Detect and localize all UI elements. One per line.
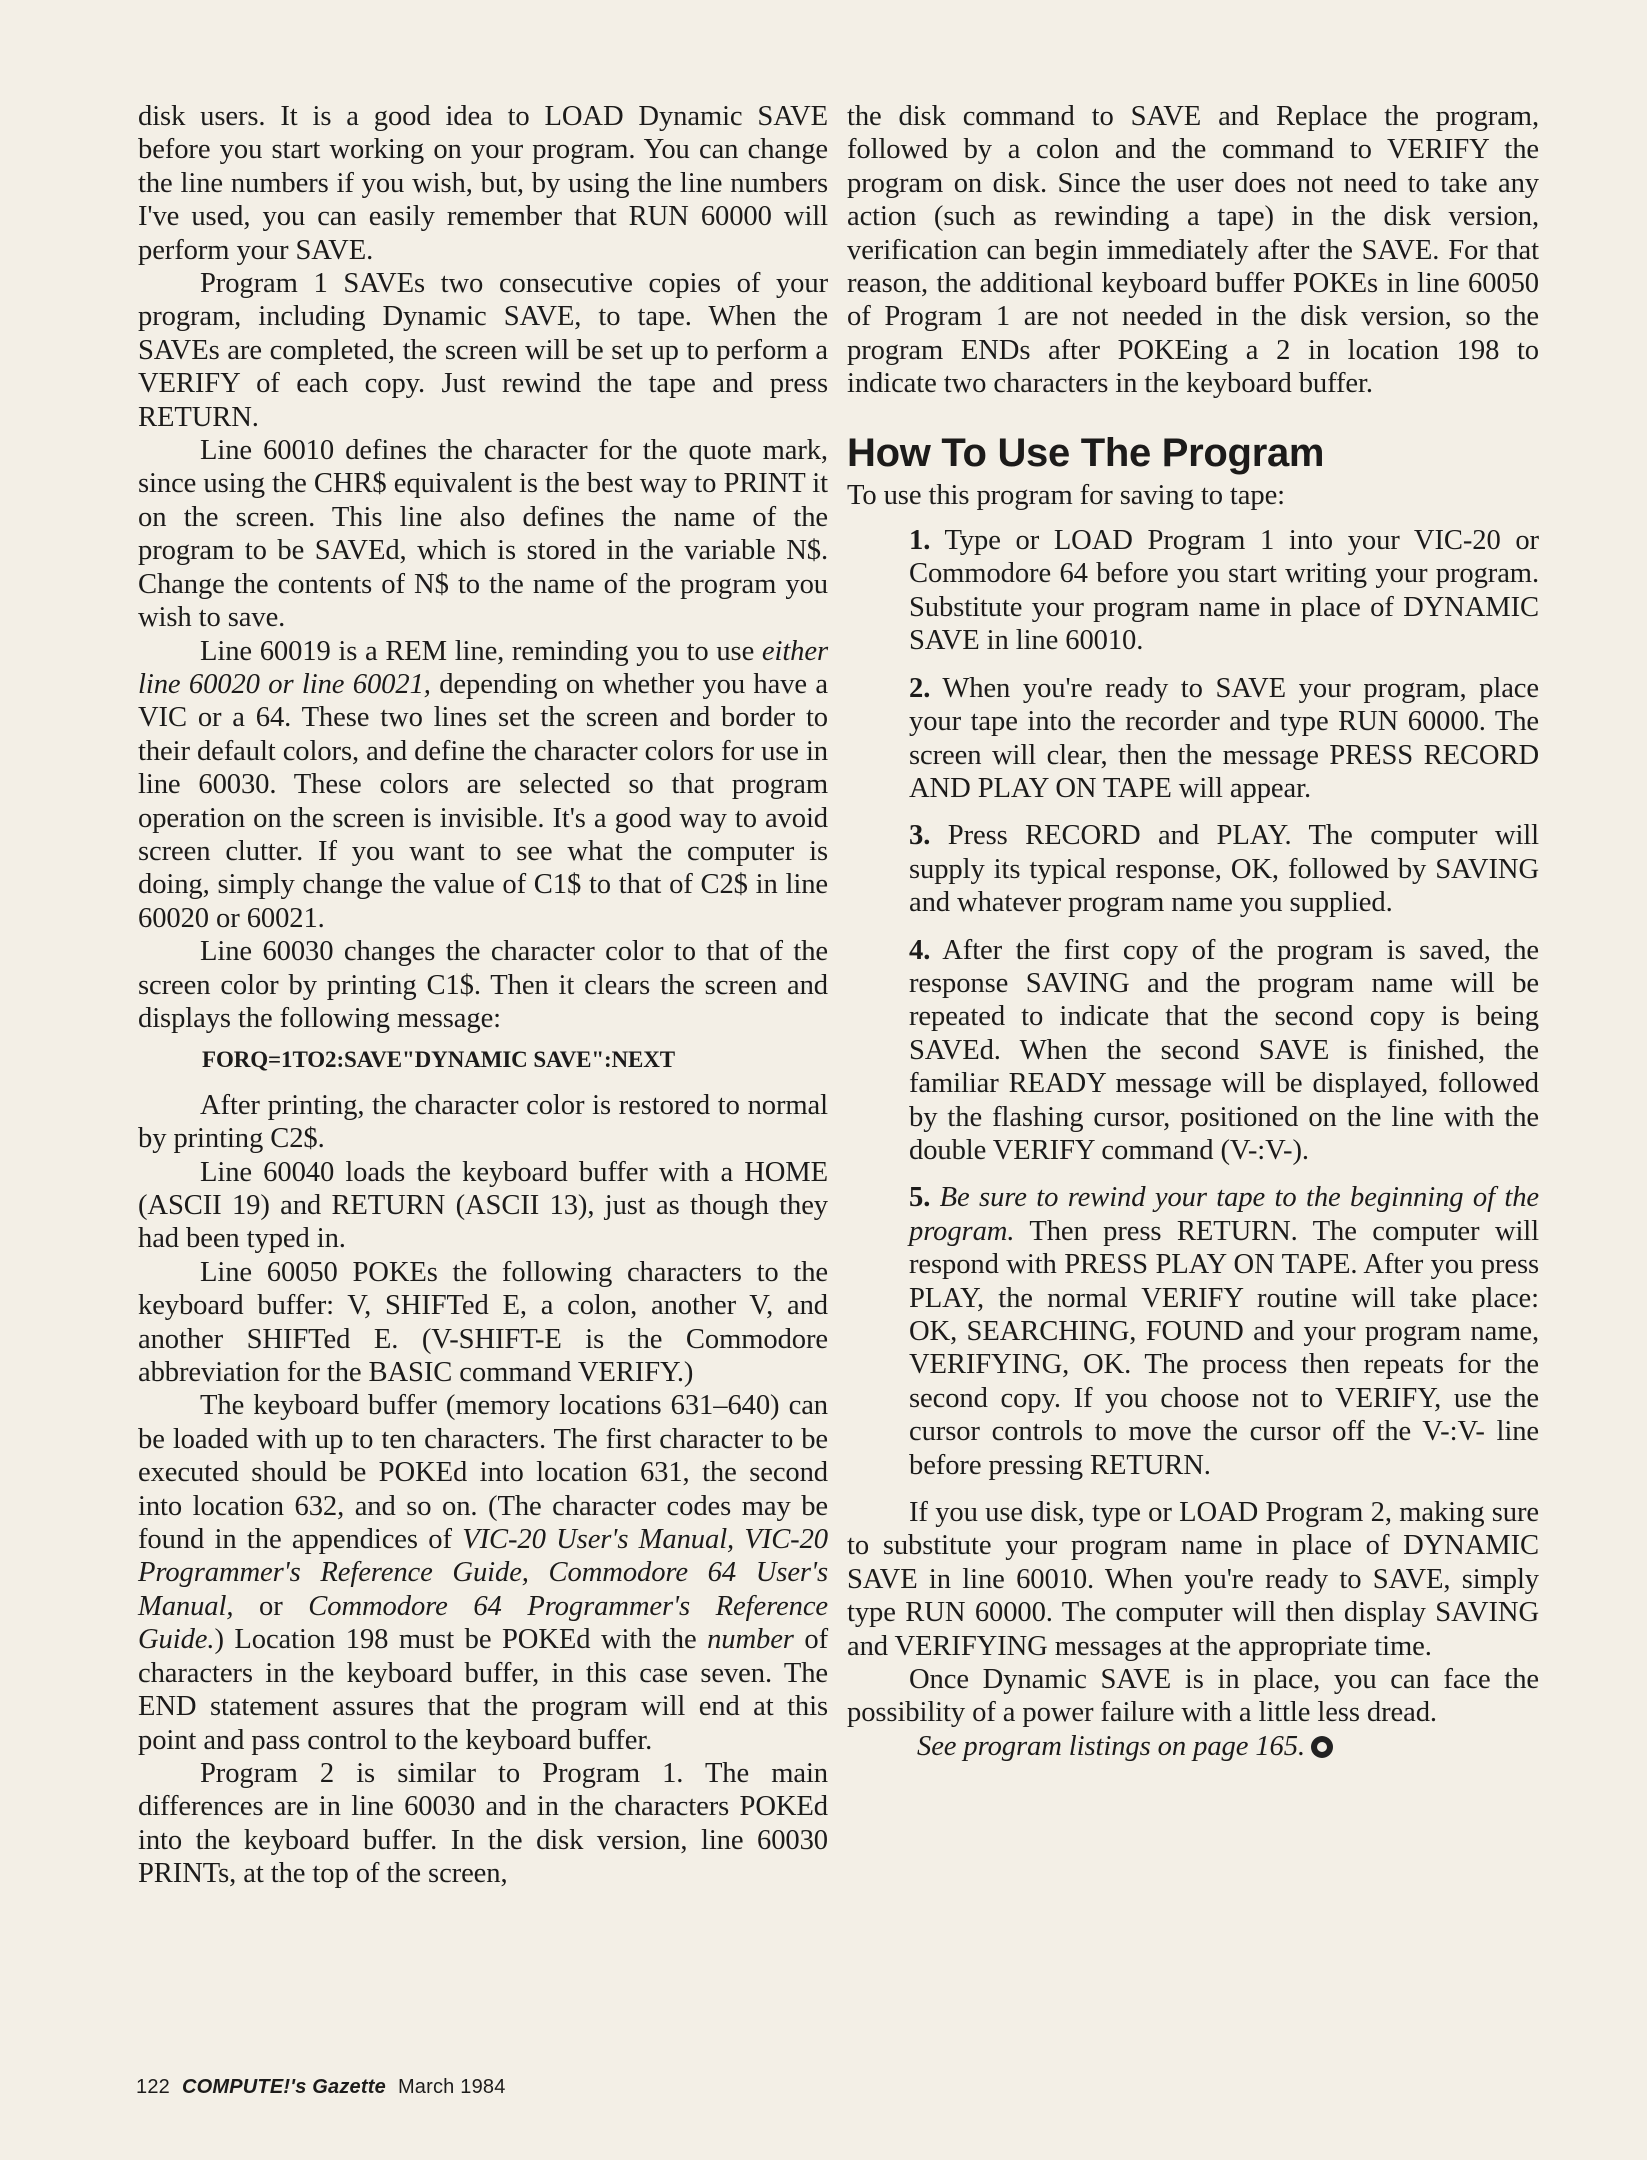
code-listing: FORQ=1TO2:SAVE"DYNAMIC SAVE":NEXT [202,1047,676,1073]
text-run: of characters in the keyboard buffer, in this case seven. The END statement assures that the program will end at this point and pass control to the keyboard buffer. [138,1624,828,1756]
paragraph: disk users. It is a good idea to LOAD Dynamic SAVE before you start working on your program. You can change the line numbers if you wish, but, by using the line numbers I've used, you can easily remember that RUN 60000 will perform your SAVE. [138,101,828,266]
italic-run: either line 60020 or line 60021, [138,635,828,700]
italic-run: Be sure to rewind your tape to the beginning of the program. [909,1182,1539,1247]
paragraph: To use this program for saving to tape: [847,479,1286,511]
step-number: 3. [909,820,931,852]
paragraph: Once Dynamic SAVE is in place, you can face the possibility of a power failure with a little less dread. [847,1664,1539,1729]
paragraph [138,1389,828,1756]
paragraph: Line 60040 loads the keyboard buffer with a HOME (ASCII 19) and RETURN (ASCII 13), just as though they had been typed in. [138,1156,828,1255]
step-number: 4. [909,934,931,966]
closing-note [917,1730,1539,1763]
step-text: Type or LOAD Program 1 into your VIC-20 or Commodore 64 before you start writing your program. Substitute your program name in place of DYNAMIC SAVE in line 60010. [909,525,1539,657]
step-text: Then press RETURN. The computer will respond with PRESS PLAY ON TAPE. After you press PLAY, the normal VERIFY routine will take place: OK, SEARCHING, FOUND and your program name, VERIFYING, OK. The process then repeats for the second copy. If you choose not to VERIFY, use the cursor controls to move the cursor off the V-:V- line before pressing RETURN. [909,1215,1539,1481]
step-number: 1. [909,525,931,557]
text-run: depending on whether you have a VIC or a 64. These two lines set the screen and border to their default colors, and define the character colors for use in line 60030. These colors are selected so that program operation on the screen is invisible. It's a good way to avoid screen clutter. If you want to see what the computer is doing, simply change the value of C1$ to that of C2$ in line 60020 or 60021. [138,668,829,934]
paragraph: the disk command to SAVE and Replace the program, followed by a colon and the command to VERIFY the program on disk. Since the user does not need to take any action (such as rewinding a tape) in the disk version, verification can begin immediately after the SAVE. For that reason, the additional keyboard buffer POKEs in line 60050 of Program 1 are not needed in the disk version, so the program ENDs after POKEing a 2 in location 198 to indicate two characters in the keyboard buffer. [847,101,1539,400]
italic-run: number [707,1624,794,1656]
issue-date: March 1984 [397,2076,506,2098]
paragraph: After printing, the character color is restored to normal by printing C2$. [138,1089,828,1155]
right-column [847,100,1539,1763]
paragraph: Program 1 SAVEs two consecutive copies of your program, including Dynamic SAVE, to tape. When the SAVEs are completed, the screen will be set up to perform a VERIFY of each copy. Just rewind the tape and press RETURN. [138,268,828,433]
step-item [909,524,1539,658]
paragraph: If you use disk, type or LOAD Program 2, making sure to substitute your program name in place of DYNAMIC SAVE in line 60010. When you're ready to SAVE, simply type RUN 60000. The computer will then display SAVING and VERIFYING messages at the appropriate time. [847,1497,1539,1662]
step-text: After the first copy of the program is saved, the response SAVING and the program name will be repeated to indicate that the second copy is being SAVEd. When the second SAVE is finished, the familiar READY message will be displayed, followed by the flashing cursor, positioned on the line with the double VERIFY command (V-:V-). [909,934,1539,1166]
text-run: The keyboard buffer (memory locations 631–640) can be loaded with up to ten characters. The first character to be executed should be POKEd into location 631, the second into location 632, and so on. (The character codes may be found in the appendices of [138,1390,828,1556]
text-run: ) Location 198 must be POKEd with the [214,1624,708,1656]
paragraph: Line 60010 defines the character for the quote mark, since using the CHR$ equivalent is the best way to PRINT it on the screen. This line also defines the name of the program to be SAVEd, which is stored in the variable N$. Change the contents of N$ to the name of the program you wish to save. [138,435,828,634]
publication-name: COMPUTE!'s Gazette [181,2076,386,2098]
paragraph: Line 60050 POKEs the following characters to the keyboard buffer: V, SHIFTed E, a colon, another V, and another SHIFTed E. (V-SHIFT-E is the Commodore abbreviation for the BASIC command VERIFY.) [138,1256,828,1389]
section-heading: How To Use The Program [847,430,1325,475]
page-footer [136,2076,506,2099]
text-run: or [233,1590,309,1622]
step-item [909,1181,1539,1482]
step-item [909,672,1539,806]
page-number: 122 [136,2076,170,2098]
end-mark-icon [1311,1736,1333,1758]
step-item [909,819,1539,919]
step-text: Press RECORD and PLAY. The computer will supply its typical response, OK, followed by SAVING and whatever program name you supplied. [909,820,1539,919]
text-run: Line 60019 is a REM line, reminding you to use [200,635,762,667]
step-item [909,934,1539,1168]
closing-text: See program listings on page 165. [917,1730,1305,1762]
paragraph: Line 60030 changes the character color to that of the screen color by printing C1$. Then it clears the screen and displays the following message: [138,936,828,1034]
step-number: 2. [909,672,931,704]
italic-run: Commodore 64 Programmer's Reference Guide. [138,1590,829,1656]
italic-run: VIC-20 User's Manual, VIC-20 Programmer's Reference Guide, Commodore 64 User's Manual, [138,1524,828,1622]
step-number: 5. [909,1182,931,1214]
step-text: When you're ready to SAVE your program, place your tape into the recorder and type RUN 60000. The screen will clear, then the message PRESS RECORD AND PLAY ON TAPE will appear. [909,672,1539,804]
paragraph [138,635,828,936]
paragraph: Program 2 is similar to Program 1. The main differences are in line 60030 and in the characters POKEd into the keyboard buffer. In the disk version, line 60030 PRINTs, at the top of the screen, [138,1757,828,1890]
left-column [138,100,828,1891]
